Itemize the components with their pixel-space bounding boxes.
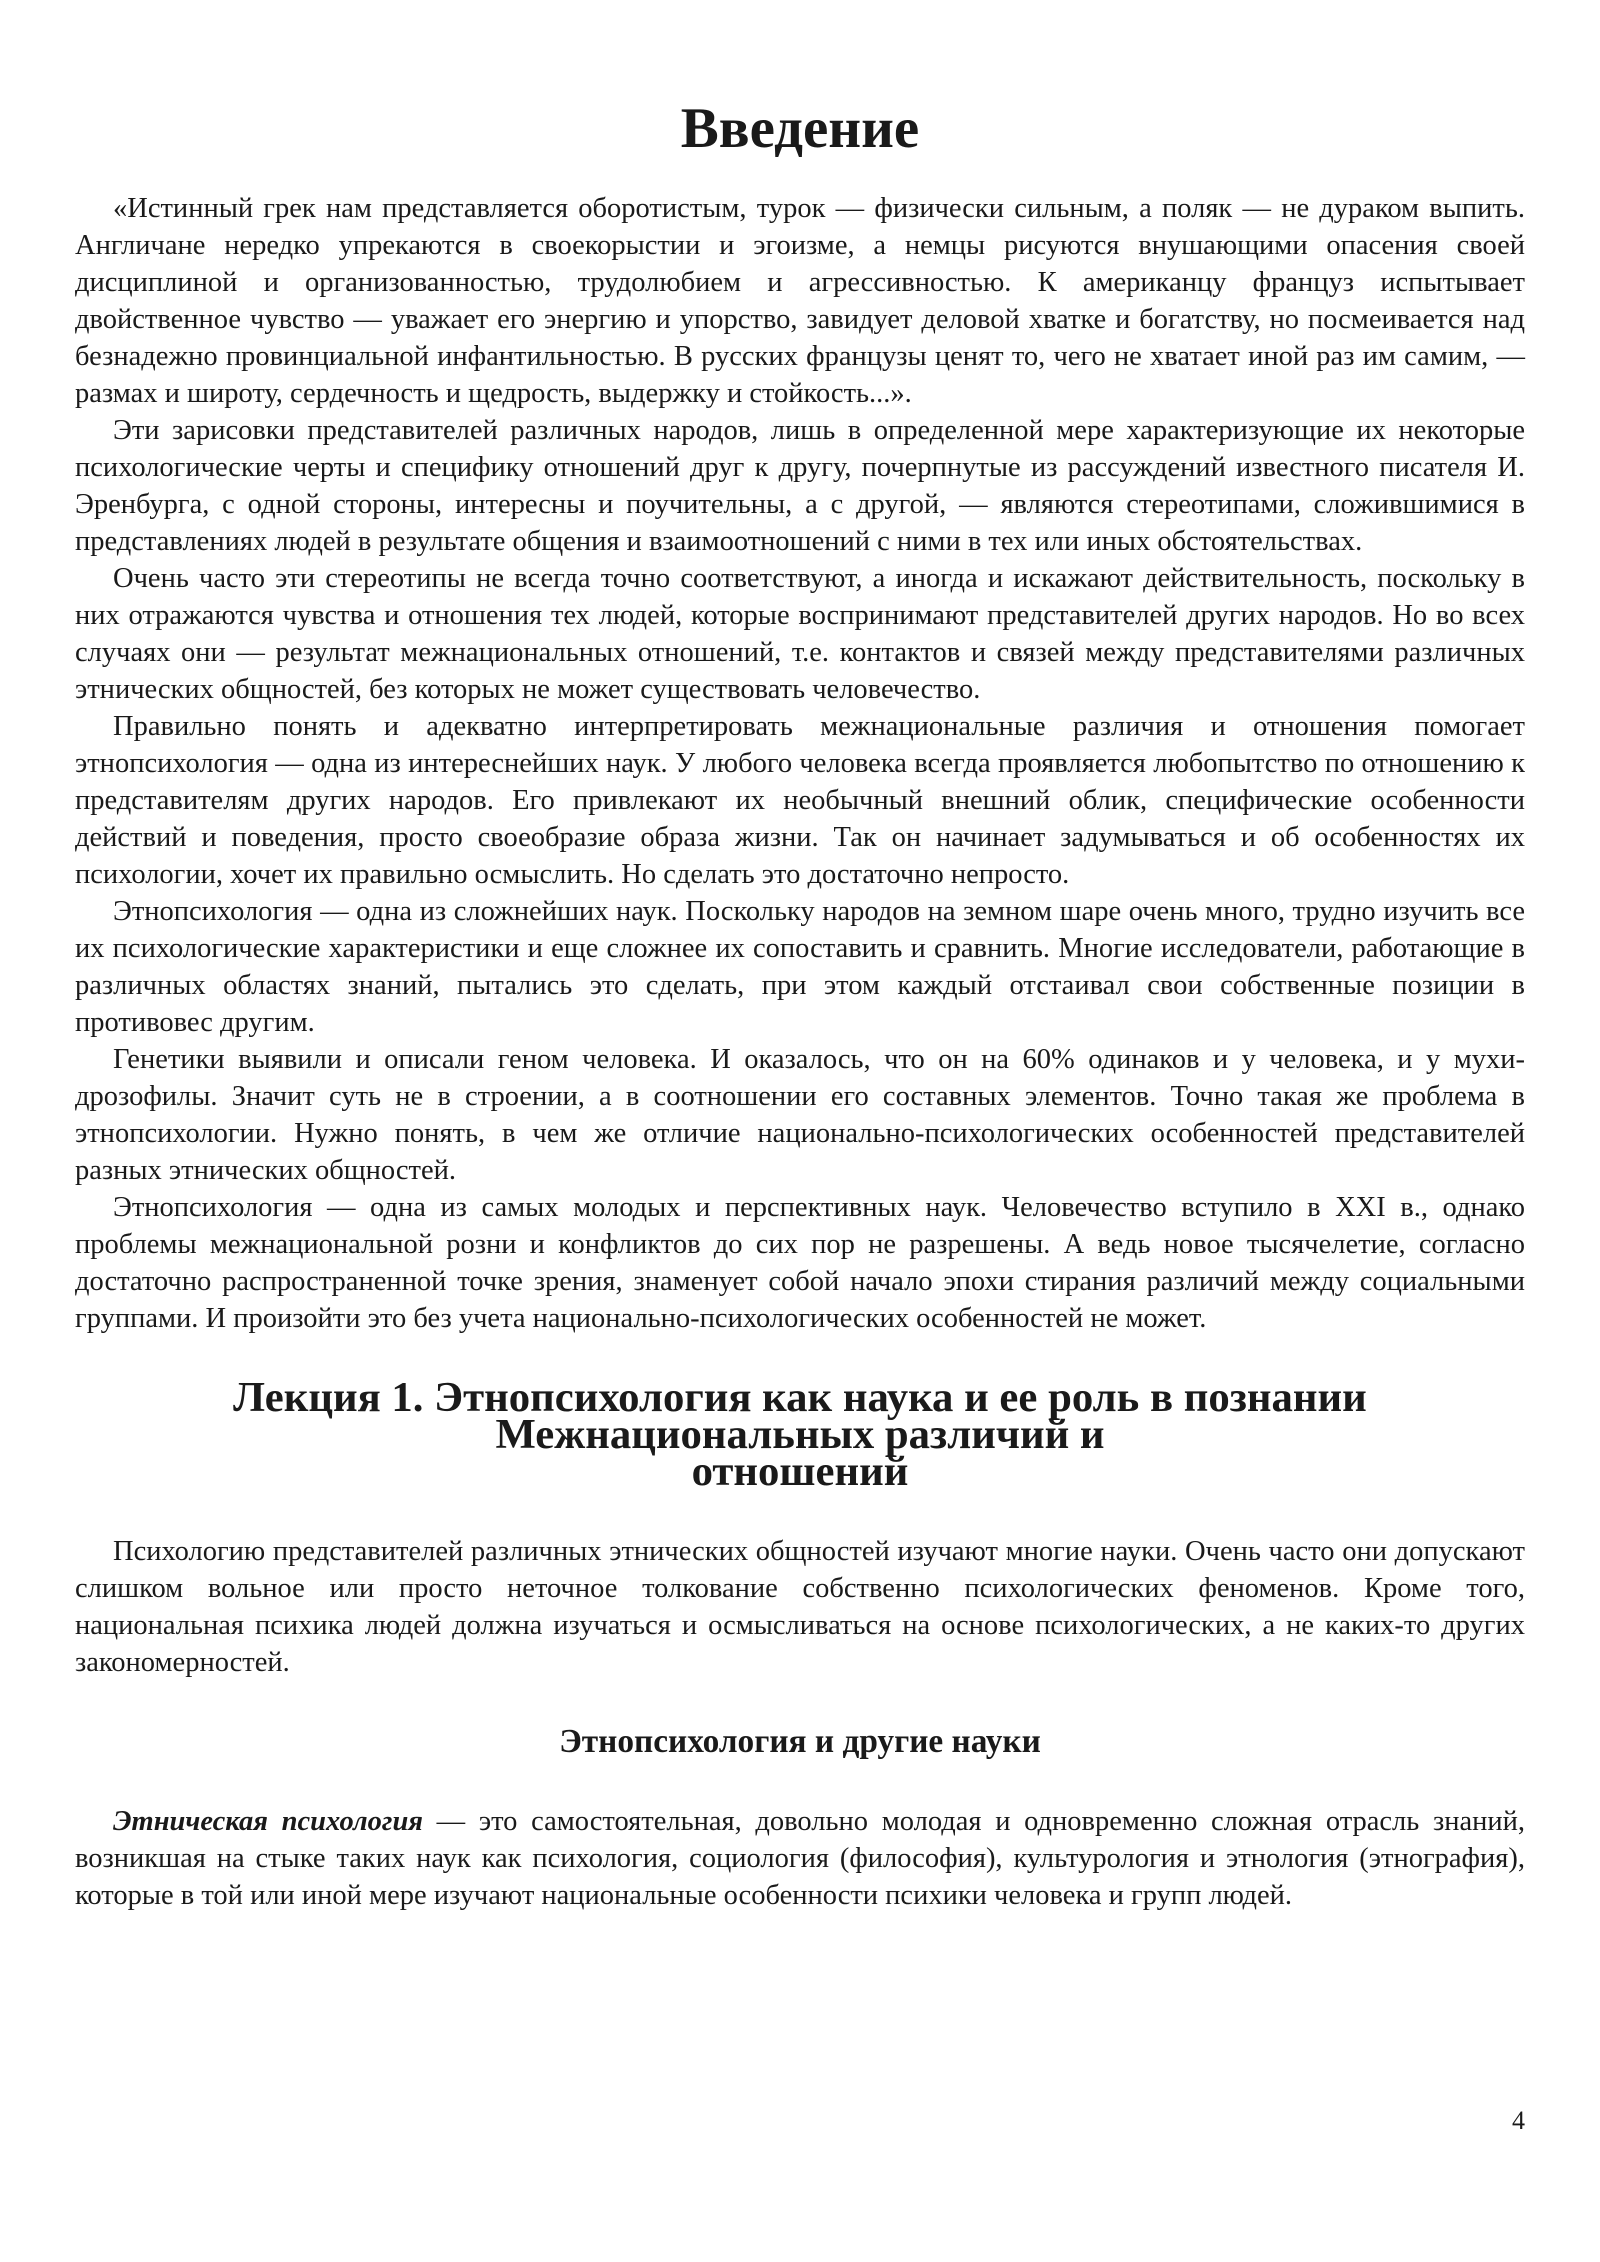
lecture-paragraph: Психологию представителей различных этнических общностей изучают многие науки. Очень часто они допускают слишком вольное или просто неточное толкование собственно психологических феноменов. Кроме того, национальная психика людей должна изучаться и осмысливаться на основе психологических, а не каких-то других закономерностей. <box>75 1536 1525 1678</box>
intro-paragraph-2: Эти зарисовки представителей различных народов, лишь в определенной мере характеризующие их некоторые психологические черты и специфику отношений друг к другу, почерпнутые из рассуждений известного писателя И. Эренбурга, с одной стороны, интересны и поучительны, а с другой, — являются стереотипами, сложившимися в представлениях людей в результате общения и взаимоотношений с ними в тех или иных обстоятельствах. <box>75 415 1525 557</box>
lecture-heading <box>75 1374 1525 1495</box>
intro-paragraph-5: Этнопсихология — одна из сложнейших наук. Поскольку народов на земном шаре очень много, трудно изучить все их психологические характеристики и еще сложнее их сопоставить и сравнить. Многие исследователи, работающие в различных областях знаний, пытались это сделать, при этом каждый отстаивал свои собственные позиции в противовес другим. <box>75 896 1525 1038</box>
section-heading: Этнопсихология и другие науки <box>559 1723 1041 1760</box>
defined-term: Этническая психология <box>113 1806 423 1837</box>
intro-paragraph-1: «Истинный грек нам представляется оборотистым, турок — физически сильным, а поляк — не дураком выпить. Англичане нередко упрекаются в своекорыстии и эгоизме, а немцы рисуются внушающими опасения своей дисциплиной и организованностью, трудолюбием и агрессивностью. К американцу француз испытывает двойственное чувство — уважает его энергию и упорство, завидует деловой хватке и богатству, но посмеивается над безнадежно провинциальной инфантильностью. В русских французы ценят то, чего не хватает иной раз им самим, — размах и широту, сердечность и щедрость, выдержку и стойкость...». <box>75 193 1525 409</box>
intro-paragraph-6: Генетики выявили и описали геном человека. И оказалось, что он на 60% одинаков и у человека, и у мухи-дрозофилы. Значит суть не в строении, а в соотношении его составных элементов. Точно такая же проблема в этнопсихологии. Нужно понять, в чем же отличие национально-психологических особенностей представителей разных этнических общностей. <box>75 1044 1525 1186</box>
intro-heading: Введение <box>680 97 920 160</box>
lecture-heading-line-2: отношений <box>691 1448 909 1495</box>
intro-paragraph-4: Правильно понять и адекватно интерпретировать межнациональные различия и отношения помогает этнопсихология — одна из интереснейших наук. У любого человека всегда проявляется любопытство по отношению к представителям других народов. Его привлекают их необычный внешний облик, специфические особенности действий и поведения, просто своеобразие образа жизни. Так он начинает задумываться и об особенностях их психологии, хочет их правильно осмыслить. Но сделать это достаточно непросто. <box>75 711 1525 890</box>
definition-paragraph <box>75 1803 1525 1914</box>
page-number: 4 <box>1512 2106 1525 2135</box>
intro-paragraph-3: Очень часто эти стереотипы не всегда точно соответствуют, а иногда и искажают действительность, поскольку в них отражаются чувства и отношения тех людей, которые воспринимают представителей других народов. Но во всех случаях они — результат межнациональных отношений, т.е. контактов и связей между представителями различных этнических общностей, без которых не может существовать человечество. <box>75 563 1525 705</box>
lecture-heading-line-1: Лекция 1. Этнопсихология как наука и ее роль в познании Межнациональных различий и <box>233 1374 1367 1458</box>
document-page <box>75 97 1525 1914</box>
intro-paragraph-7: Этнопсихология — одна из самых молодых и перспективных наук. Человечество вступило в XXI в., однако проблемы межнациональной розни и конфликтов до сих пор не разрешены. А ведь новое тысячелетие, согласно достаточно распространенной точке зрения, знаменует собой начало эпохи стирания различий между социальными группами. И произойти это без учета национально-психологических особенностей не может. <box>75 1192 1525 1334</box>
definition-text: — это самостоятельная, довольно молодая и одновременно сложная отрасль знаний, возникшая на стыке таких наук как психология, социология (философия), культурология и этнология (этнография), которые в той или иной мере изучают национальные особенности психики человека и групп людей. <box>75 1806 1525 1911</box>
